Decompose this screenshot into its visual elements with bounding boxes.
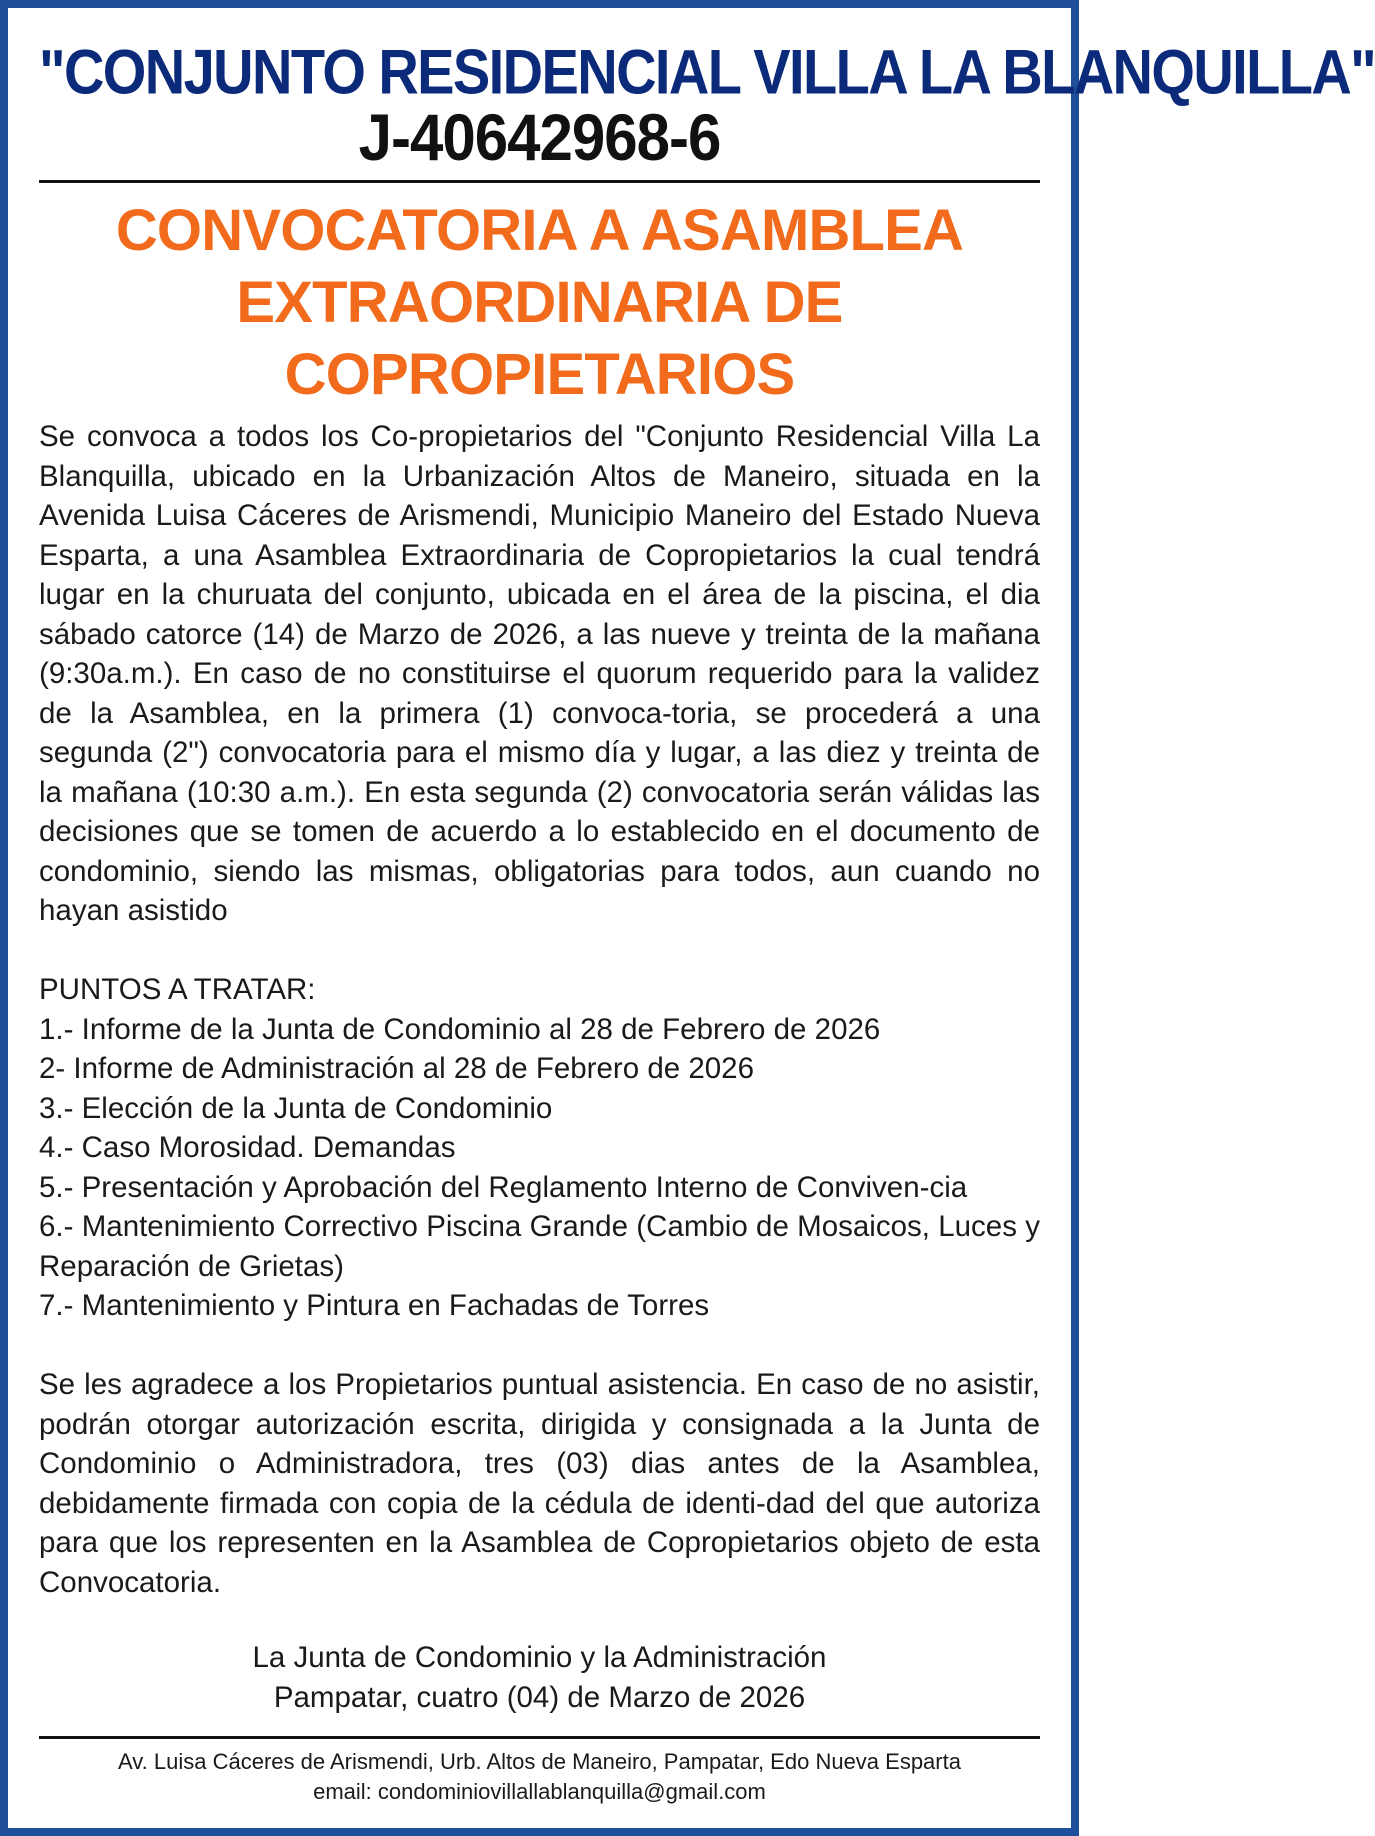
spacer: [39, 1326, 1040, 1366]
signature-place-date: Pampatar, cuatro (04) de Marzo de 2026: [273, 1681, 806, 1714]
footer-divider: [39, 1736, 1040, 1739]
spacer: [39, 931, 1040, 971]
closing-paragraph: Se les agradece a los Propietarios puntual asistencia. En caso de no asistir, podrán otorgar autorización escrita, dirigida y consignada a la Junta de Condominio o Administradora, tres (03) dias antes de la Asamblea, debidamente firmada con copia de la cédula de identi-dad del que autoriza para que los representen en la Asamblea de Copropietarios objeto de esta Convocatoria.: [39, 1368, 1040, 1599]
headline-line-1: CONVOCATORIA A ASAMBLEA: [115, 198, 964, 263]
agenda-item: 6.- Mantenimiento Correctivo Piscina Grande (Cambio de Mosaicos, Luces y Reparación de Grietas): [39, 1210, 1040, 1283]
signature-issuer: La Junta de Condominio y la Administración: [252, 1641, 827, 1674]
agenda-item: 5.- Presentación y Aprobación del Reglamento Interno de Conviven-cia: [39, 1170, 968, 1204]
agenda-item: 7.- Mantenimiento y Pintura en Fachadas de Torres: [39, 1289, 710, 1322]
agenda-item: 1.- Informe de la Junta de Condominio al 28 de Febrero de 2026: [39, 1012, 881, 1046]
footer: [39, 1747, 1040, 1807]
agenda-title: PUNTOS A TRATAR:: [39, 973, 316, 1006]
agenda-item: 4.- Caso Morosidad. Demandas: [39, 1131, 456, 1164]
complex-name-title: "CONJUNTO RESIDENCIAL VILLA LA BLANQUILLA": [39, 36, 1375, 107]
footer-address: Av. Luisa Cáceres de Arismendi, Urb. Altos de Maneiro, Pampatar, Edo Nueva Esparta: [118, 1749, 961, 1774]
notice-content: [16, 16, 1375, 1820]
header-divider: [39, 180, 1040, 183]
agenda-item: 2- Informe de Administración al 28 de Febrero de 2026: [39, 1052, 754, 1085]
agenda-item: 3.- Elección de la Junta de Condominio: [39, 1091, 553, 1125]
rif-number: J-40642968-6: [358, 100, 721, 175]
notice-body: [39, 417, 1040, 1602]
convocation-headline: [39, 195, 1040, 411]
signature-block: [39, 1638, 1040, 1718]
footer-email: email: condominiovillallablanquilla@gmail.com: [313, 1779, 766, 1804]
headline-line-2: EXTRAORDINARIA DE COPROPIETARIOS: [236, 270, 843, 407]
intro-paragraph: Se convoca a todos los Co-propietarios del "Conjunto Residencial Villa La Blanquilla, ubicado en la Urbanización Altos de Maneiro, situada en la Avenida Luisa Cáceres de Arismendi, Municipio Maneiro del Estado Nueva Esparta, a una Asamblea Extraordinaria de Copropietarios la cual tendrá lugar en la churuata del conjunto, ubicada en el área de la piscina, el dia sábado catorce (14) de Marzo de 2026, a las nueve y treinta de la mañana (9:30a.m.). En caso de no constituirse el quorum requerido para la validez de la Asamblea, en la primera (1) convoca-toria, se procederá a una segunda (2") convocatoria para el mismo día y lugar, a las diez y treinta de la mañana (10:30 a.m.). En esta segunda (2) convocatoria serán válidas las decisiones que se tomen de acuerdo a lo establecido en el documento de condominio, siendo las mismas, obligatorias para todos, aun cuando no hayan asistido: [39, 420, 1040, 927]
